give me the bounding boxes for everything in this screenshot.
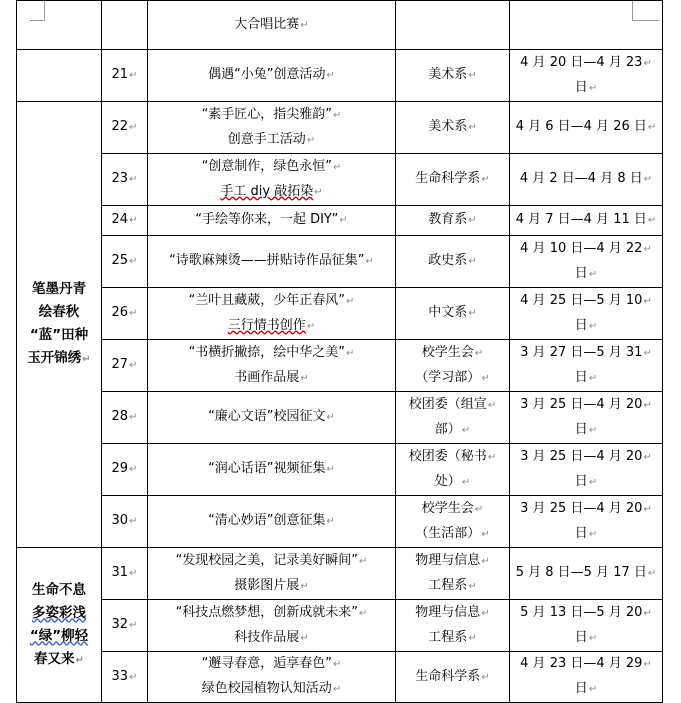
paragraph-mark: ↵ bbox=[300, 372, 309, 384]
paragraph-mark: ↵ bbox=[82, 354, 91, 365]
activity-cell bbox=[148, 206, 396, 236]
row-number-line: 32 bbox=[111, 617, 129, 632]
table-row bbox=[17, 496, 663, 548]
date-line: 4 月 10 日—4 月 22 bbox=[520, 240, 643, 256]
activity-line: “兰叶且藏葳，少年正春风” bbox=[188, 292, 346, 308]
date-line: 日 bbox=[574, 473, 588, 489]
paragraph-mark: ↵ bbox=[588, 476, 598, 488]
activity-line: “创意制作，绿色永恒” bbox=[201, 158, 333, 174]
department-line: 美术系 bbox=[428, 67, 468, 82]
row-number-cell bbox=[102, 1, 148, 50]
paragraph-mark: ↵ bbox=[129, 256, 138, 267]
activity-cell bbox=[148, 50, 396, 102]
paragraph-mark: ↵ bbox=[300, 632, 309, 644]
date-line: 5 月 8 日—5 月 17 日 bbox=[515, 565, 647, 580]
row-number-cell bbox=[102, 600, 148, 652]
date-line: 4 月 7 日—4 月 11 日 bbox=[515, 212, 647, 227]
department-cell bbox=[396, 652, 510, 703]
paragraph-mark: ↵ bbox=[129, 360, 138, 371]
paragraph-mark: ↵ bbox=[643, 399, 652, 411]
row-number-cell bbox=[102, 102, 148, 154]
table-row bbox=[17, 392, 663, 444]
paragraph-mark: ↵ bbox=[461, 476, 471, 488]
date-cell bbox=[510, 102, 663, 154]
department-cell bbox=[396, 340, 510, 392]
activity-cell bbox=[148, 496, 396, 548]
activity-cell bbox=[148, 1, 396, 50]
table-row bbox=[17, 206, 663, 236]
paragraph-mark: ↵ bbox=[333, 161, 342, 173]
row-number-line: 23 bbox=[111, 171, 129, 186]
activity-line: 大合唱比赛 bbox=[234, 16, 300, 32]
row-number-line: 33 bbox=[111, 668, 129, 684]
paragraph-mark: ↵ bbox=[468, 215, 477, 226]
date-line: 4 月 6 日—4 月 26 日 bbox=[515, 119, 647, 134]
activity-cell bbox=[148, 652, 396, 703]
date-line: 日 bbox=[574, 421, 588, 437]
activity-line: “科技点燃梦想，创新成就未来” bbox=[175, 604, 359, 620]
activity-cell bbox=[148, 102, 396, 154]
date-cell bbox=[510, 392, 663, 444]
paragraph-mark: ↵ bbox=[300, 580, 309, 592]
row-number-line: 30 bbox=[111, 513, 129, 528]
date-cell bbox=[510, 154, 663, 206]
category-title-line: 绘春秋 bbox=[38, 304, 80, 320]
paragraph-mark: ↵ bbox=[647, 568, 657, 579]
paragraph-mark: ↵ bbox=[474, 503, 484, 515]
paragraph-mark: ↵ bbox=[326, 412, 335, 423]
row-number-cell bbox=[102, 444, 148, 496]
date-cell bbox=[510, 206, 663, 236]
paragraph-mark: ↵ bbox=[468, 256, 477, 267]
department-line: 中文系 bbox=[428, 305, 468, 320]
paragraph-mark: ↵ bbox=[643, 295, 652, 307]
row-number-line: 26 bbox=[111, 305, 129, 320]
row-number-cell bbox=[102, 548, 148, 600]
row-number-cell bbox=[102, 206, 148, 236]
activity-line: 创意手工活动 bbox=[227, 131, 306, 147]
department-cell bbox=[396, 600, 510, 652]
row-number-line: 21 bbox=[111, 67, 129, 82]
paragraph-mark: ↵ bbox=[468, 308, 477, 319]
paragraph-mark: ↵ bbox=[346, 347, 355, 359]
date-line: 4 月 25 日—5 月 10 bbox=[520, 292, 643, 308]
category-title-line: 笔墨丹青 bbox=[32, 281, 86, 297]
table-row bbox=[17, 1, 663, 50]
department-cell bbox=[396, 444, 510, 496]
date-cell bbox=[510, 236, 663, 288]
activity-table bbox=[16, 0, 663, 703]
date-line: 4 月 23 日—4 月 29 bbox=[520, 656, 643, 671]
department-cell bbox=[396, 1, 510, 50]
date-cell bbox=[510, 600, 663, 652]
activity-line: “诗歌麻辣烫——拼贴诗作品征集” bbox=[169, 253, 365, 268]
department-cell bbox=[396, 496, 510, 548]
activity-line: 科技作品展 bbox=[234, 629, 300, 645]
date-line: 日 bbox=[574, 265, 588, 281]
activity-line: “邂寻春意，逅享春色” bbox=[201, 656, 333, 671]
department-line: 部） bbox=[434, 421, 461, 437]
paragraph-mark: ↵ bbox=[474, 347, 484, 359]
paragraph-mark: ↵ bbox=[129, 568, 138, 579]
date-cell bbox=[510, 50, 663, 102]
row-number-line: 25 bbox=[111, 253, 129, 268]
activity-cell bbox=[148, 236, 396, 288]
department-cell bbox=[396, 206, 510, 236]
paragraph-mark: ↵ bbox=[588, 320, 598, 332]
table-row bbox=[17, 236, 663, 288]
department-line: （生活部） bbox=[415, 525, 481, 541]
row-number-line: 28 bbox=[111, 409, 129, 424]
date-cell bbox=[510, 496, 663, 548]
row-number-cell bbox=[102, 236, 148, 288]
paragraph-mark: ↵ bbox=[588, 528, 598, 540]
paragraph-mark: ↵ bbox=[129, 620, 138, 631]
activity-cell bbox=[148, 288, 396, 340]
paragraph-mark: ↵ bbox=[588, 372, 598, 384]
table-row bbox=[17, 288, 663, 340]
date-line: 日 bbox=[574, 317, 588, 333]
department-line: 处） bbox=[434, 473, 461, 489]
paragraph-mark: ↵ bbox=[588, 632, 598, 644]
paragraph-mark: ↵ bbox=[481, 372, 490, 384]
department-line: 政史系 bbox=[428, 253, 468, 268]
paragraph-mark: ↵ bbox=[588, 268, 598, 280]
paragraph-mark: ↵ bbox=[643, 347, 652, 359]
table-row bbox=[17, 600, 663, 652]
paragraph-mark: ↵ bbox=[326, 70, 335, 81]
row-number-cell bbox=[102, 496, 148, 548]
activity-line: 书画作品展 bbox=[234, 369, 300, 385]
category-title-line: “蓝”田种 bbox=[29, 327, 89, 343]
paragraph-mark: ↵ bbox=[643, 659, 652, 670]
paragraph-mark: ↵ bbox=[359, 607, 368, 619]
table-row bbox=[17, 102, 663, 154]
row-number-cell bbox=[102, 652, 148, 703]
paragraph-mark: ↵ bbox=[129, 215, 138, 226]
category-cell bbox=[17, 50, 102, 102]
category-cell bbox=[17, 1, 102, 50]
paragraph-mark: ↵ bbox=[129, 671, 138, 683]
paragraph-mark: ↵ bbox=[333, 659, 342, 670]
date-line: 3 月 25 日—4 月 20 bbox=[520, 396, 643, 412]
paragraph-mark: ↵ bbox=[314, 186, 323, 198]
department-cell bbox=[396, 50, 510, 102]
paragraph-mark: ↵ bbox=[346, 295, 355, 307]
paragraph-mark: ↵ bbox=[647, 122, 657, 133]
activity-cell bbox=[148, 548, 396, 600]
activity-line: “素手匠心，指尖雅韵” bbox=[201, 106, 333, 122]
row-number-line: 29 bbox=[111, 461, 129, 476]
activity-cell bbox=[148, 154, 396, 206]
paragraph-mark: ↵ bbox=[365, 256, 374, 267]
paragraph-mark: ↵ bbox=[481, 555, 490, 567]
date-cell bbox=[510, 548, 663, 600]
activity-line: “发现校园之美，记录美好瞬间” bbox=[175, 552, 359, 568]
paragraph-mark: ↵ bbox=[332, 684, 342, 695]
department-line: 校学生会 bbox=[421, 500, 474, 516]
activity-cell bbox=[148, 340, 396, 392]
department-cell bbox=[396, 548, 510, 600]
department-line: 校学生会 bbox=[421, 344, 474, 360]
department-line: 物理与信息 bbox=[415, 604, 481, 620]
date-line: 3 月 25 日—4 月 20 bbox=[520, 500, 643, 516]
date-line: 日 bbox=[574, 369, 588, 385]
paragraph-mark: ↵ bbox=[643, 243, 652, 255]
department-line: 工程系 bbox=[428, 577, 468, 593]
date-line: 5 月 13 日—5 月 20 bbox=[520, 604, 643, 620]
department-cell bbox=[396, 288, 510, 340]
row-number-line: 24 bbox=[111, 212, 129, 227]
date-line: 4 月 20 日—4 月 23 bbox=[520, 54, 643, 70]
paragraph-mark: ↵ bbox=[468, 580, 477, 592]
paragraph-mark: ↵ bbox=[339, 215, 348, 226]
row-number-line: 22 bbox=[111, 119, 129, 134]
department-line: 生命科学系 bbox=[415, 668, 481, 684]
paragraph-mark: ↵ bbox=[481, 607, 490, 619]
paragraph-mark: ↵ bbox=[75, 654, 84, 666]
department-line: 校团委（组宣 bbox=[408, 396, 487, 412]
department-cell bbox=[396, 236, 510, 288]
table-row bbox=[17, 154, 663, 206]
paragraph-mark: ↵ bbox=[643, 174, 653, 185]
paragraph-mark: ↵ bbox=[306, 134, 316, 146]
category-cell bbox=[17, 548, 102, 703]
paragraph-mark: ↵ bbox=[481, 174, 490, 185]
activity-line: “书横折撇捺，绘中华之美” bbox=[188, 344, 346, 360]
paragraph-mark: ↵ bbox=[300, 19, 309, 31]
activity-cell bbox=[148, 444, 396, 496]
activity-line: “润心话语”视频征集 bbox=[208, 461, 326, 476]
category-title-line: 生命不息 bbox=[32, 581, 86, 598]
category-title-line: 多姿彩浅 bbox=[32, 604, 86, 621]
paragraph-mark: ↵ bbox=[643, 451, 652, 463]
department-cell bbox=[396, 154, 510, 206]
paragraph-mark: ↵ bbox=[326, 516, 335, 527]
department-cell bbox=[396, 102, 510, 154]
department-line: 美术系 bbox=[428, 119, 468, 134]
department-line: 工程系 bbox=[428, 629, 468, 645]
paragraph-mark: ↵ bbox=[481, 671, 490, 683]
row-number-cell bbox=[102, 50, 148, 102]
department-line: （学习部） bbox=[415, 369, 481, 385]
department-line: 校团委（秘书 bbox=[408, 448, 487, 464]
date-line: 3 月 27 日—5 月 31 bbox=[520, 344, 643, 360]
paragraph-mark: ↵ bbox=[647, 215, 657, 226]
category-cell bbox=[17, 102, 102, 548]
paragraph-mark: ↵ bbox=[588, 424, 598, 436]
date-line: 日 bbox=[574, 681, 588, 696]
paragraph-mark: ↵ bbox=[129, 122, 138, 133]
date-line: 3 月 25 日—4 月 20 bbox=[520, 448, 643, 464]
paragraph-mark: ↵ bbox=[129, 70, 138, 81]
activity-line: “廉心文语”校园征文 bbox=[208, 409, 326, 424]
paragraph-mark: ↵ bbox=[129, 308, 138, 319]
department-line: 物理与信息 bbox=[415, 552, 481, 568]
paragraph-mark: ↵ bbox=[129, 174, 138, 185]
date-line: 日 bbox=[574, 79, 588, 95]
paragraph-mark: ↵ bbox=[129, 464, 138, 475]
paragraph-mark: ↵ bbox=[481, 528, 490, 540]
activity-line: 绿色校园植物认知活动 bbox=[201, 681, 332, 696]
paragraph-mark: ↵ bbox=[333, 109, 342, 121]
department-line: 教育系 bbox=[428, 212, 468, 227]
activity-cell bbox=[148, 600, 396, 652]
paragraph-mark: ↵ bbox=[468, 632, 477, 644]
table-row bbox=[17, 652, 663, 703]
activity-line: 三行情书创作 bbox=[227, 317, 306, 333]
activity-cell bbox=[148, 392, 396, 444]
date-line: 日 bbox=[574, 629, 588, 645]
paragraph-mark: ↵ bbox=[487, 399, 497, 411]
paragraph-mark: ↵ bbox=[643, 57, 652, 69]
paragraph-mark: ↵ bbox=[359, 555, 368, 567]
department-cell bbox=[396, 392, 510, 444]
table-row bbox=[17, 340, 663, 392]
date-cell bbox=[510, 444, 663, 496]
paragraph-mark: ↵ bbox=[326, 464, 335, 475]
activity-line: 手工 diy 敲拓染 bbox=[220, 183, 314, 199]
date-cell bbox=[510, 340, 663, 392]
paragraph-mark: ↵ bbox=[468, 122, 477, 133]
row-number-line: 27 bbox=[111, 357, 129, 372]
table-row bbox=[17, 444, 663, 496]
date-line: 4 月 2 日—4 月 8 日 bbox=[519, 171, 643, 186]
date-cell bbox=[510, 288, 663, 340]
date-line: 日 bbox=[574, 525, 588, 541]
paragraph-mark: ↵ bbox=[461, 424, 471, 436]
department-line: 生命科学系 bbox=[415, 171, 481, 186]
row-number-line: 31 bbox=[111, 565, 129, 580]
date-cell bbox=[510, 1, 663, 50]
paragraph-mark: ↵ bbox=[129, 516, 138, 527]
paragraph-mark: ↵ bbox=[643, 607, 652, 619]
date-cell bbox=[510, 652, 663, 703]
paragraph-mark: ↵ bbox=[588, 684, 598, 695]
category-title-line: 春又来 bbox=[34, 650, 75, 667]
row-number-cell bbox=[102, 340, 148, 392]
paragraph-mark: ↵ bbox=[306, 320, 316, 332]
activity-line: 偶遇“小兔”创意活动 bbox=[208, 67, 326, 82]
paragraph-mark: ↵ bbox=[129, 412, 138, 423]
row-number-cell bbox=[102, 288, 148, 340]
activity-line: 摄影图片展 bbox=[234, 577, 300, 593]
activity-line: “清心妙语”创意征集 bbox=[208, 513, 326, 528]
paragraph-mark: ↵ bbox=[487, 451, 497, 463]
paragraph-mark: ↵ bbox=[588, 82, 598, 94]
paragraph-mark: ↵ bbox=[468, 70, 477, 81]
category-title-line: “绿”柳轻 bbox=[29, 627, 89, 644]
category-title-line: 玉开锦绣 bbox=[27, 350, 82, 366]
activity-line: “手绘等你来，一起 DIY” bbox=[195, 212, 339, 227]
paragraph-mark: ↵ bbox=[643, 503, 652, 515]
row-number-cell bbox=[102, 154, 148, 206]
table-row bbox=[17, 548, 663, 600]
row-number-cell bbox=[102, 392, 148, 444]
table-row bbox=[17, 50, 663, 102]
